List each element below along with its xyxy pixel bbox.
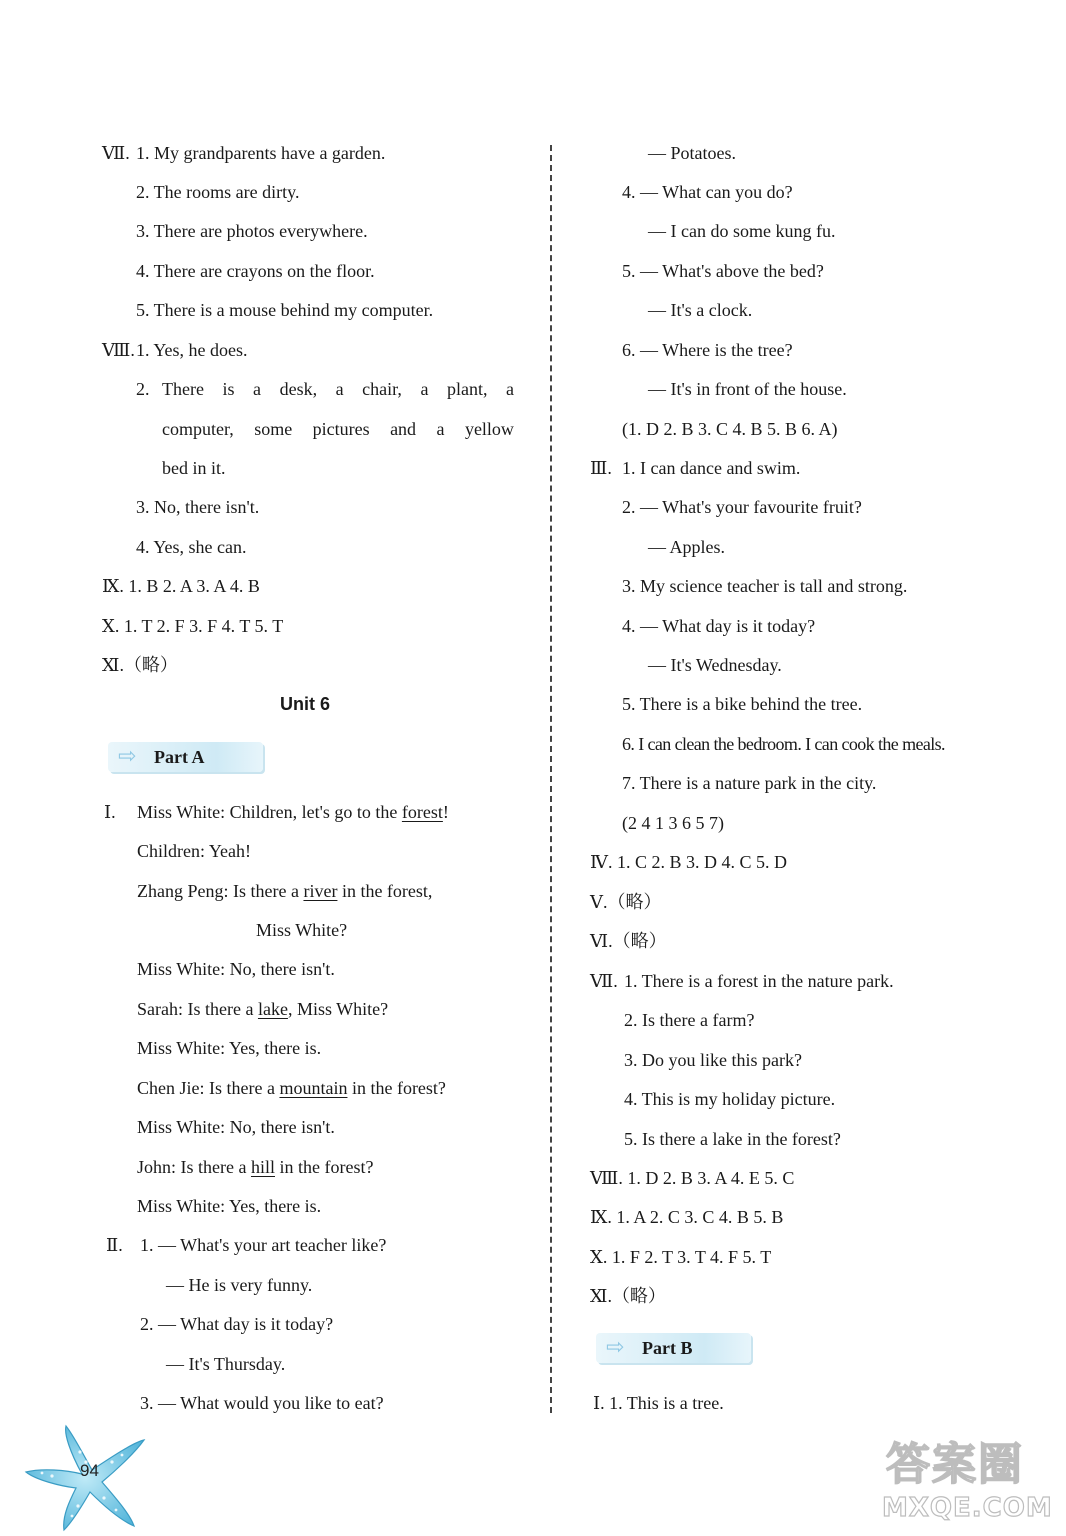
answer-key: (2 4 1 3 6 5 7): [622, 813, 724, 833]
arrow-icon: ⇨: [118, 744, 137, 769]
dialogue-line: Miss White: Yes, there is.: [137, 1196, 322, 1216]
answer-line: 2. The rooms are dirty.: [136, 182, 300, 202]
part-a-banner: [108, 742, 263, 772]
word: yellow: [464, 419, 514, 439]
answer-line: Ⅺ.（略）: [102, 655, 178, 675]
answer-line: 1. Yes, he does.: [136, 340, 248, 360]
watermark-logo: 答案圈: [886, 1439, 1024, 1490]
word: a: [253, 379, 262, 399]
answer-line: 3. My science teacher is tall and strong.: [622, 576, 908, 596]
dialogue-line: Miss White: No, there isn't.: [137, 1117, 335, 1137]
answer-line: Ⅸ. 1. B 2. A 3. A 4. B: [102, 576, 260, 596]
dialogue-line: Sarah: Is there a lake, Miss White?: [137, 999, 389, 1019]
word: is: [222, 379, 235, 399]
underlined-word: lake: [257, 999, 288, 1019]
answer-line: — It's Thursday.: [166, 1354, 286, 1374]
answer-line: 5. There is a bike behind the tree.: [622, 694, 863, 714]
answer-line: Ⅳ. 1. C 2. B 3. D 4. C 5. D: [590, 852, 787, 872]
dialogue-line: Miss White: No, there isn't.: [137, 959, 335, 979]
dialogue-line: Miss White: Yes, there is.: [137, 1038, 322, 1058]
answer-line: 1. — What's your art teacher like?: [140, 1235, 387, 1255]
answer-line: Ⅸ. 1. A 2. C 3. C 4. B 5. B: [590, 1207, 784, 1227]
answer-line: — It's in front of the house.: [648, 379, 847, 399]
dialogue-line: Children: Yeah!: [137, 841, 251, 861]
justified-line: [162, 377, 514, 401]
dialogue-line: John: Is there a hill in the forest?: [137, 1157, 374, 1177]
word: a: [506, 379, 514, 399]
answer-line: 5. — What's above the bed?: [622, 261, 824, 281]
part-label: Part A: [154, 747, 205, 767]
underlined-word: hill: [250, 1157, 275, 1177]
answer-line: 6. I can clean the bedroom. I can cook the meals.: [622, 734, 945, 754]
answer-line: 5. There is a mouse behind my computer.: [136, 300, 434, 320]
underlined-word: forest: [401, 802, 443, 822]
unit-title: Unit 6: [280, 694, 331, 714]
word: There: [162, 379, 204, 399]
underlined-word: river: [303, 881, 338, 901]
answer-line: Ⅴ.（略）: [590, 892, 662, 912]
answer-line: 3. No, there isn't.: [136, 497, 260, 517]
answer-line: Ⅹ. 1. T 2. F 3. F 4. T 5. T: [102, 616, 284, 636]
word: pictures: [312, 419, 370, 439]
watermark: [880, 1440, 1058, 1530]
dialogue-line: Chen Jie: Is there a mountain in the forest?: [137, 1078, 446, 1098]
word: chair,: [362, 379, 402, 399]
answer-line: 7. There is a nature park in the city.: [622, 773, 877, 793]
column-divider: [550, 145, 552, 1413]
answer-line: — It's a clock.: [648, 300, 753, 320]
section-num: Ⅰ.: [104, 802, 116, 822]
answer-line: 4. Yes, she can.: [136, 537, 247, 557]
word: plant,: [446, 379, 488, 399]
answer-line: 1. My grandparents have a garden.: [136, 143, 386, 163]
section-num: Ⅶ.: [102, 143, 130, 163]
answer-line: 3. — What would you like to eat?: [140, 1393, 384, 1413]
answer-line: — It's Wednesday.: [648, 655, 782, 675]
answer-line: Ⅷ. 1. D 2. B 3. A 4. E 5. C: [590, 1168, 795, 1188]
page-number: 94: [80, 1461, 99, 1480]
answer-line: 4. — What day is it today?: [622, 616, 816, 636]
word: a: [420, 379, 429, 399]
part-label: Part B: [642, 1338, 693, 1358]
underlined-word: mountain: [279, 1078, 348, 1098]
answer-line: 3. Do you like this park?: [624, 1050, 802, 1070]
item-num: 2.: [136, 379, 150, 399]
answer-line: 2. — What day is it today?: [140, 1314, 334, 1334]
answer-line: bed in it.: [162, 458, 226, 478]
word: some: [254, 419, 293, 439]
arrow-icon: ⇨: [606, 1335, 625, 1360]
answer-line: Ⅹ. 1. F 2. T 3. T 4. F 5. T: [590, 1247, 772, 1267]
word: a: [335, 379, 344, 399]
part-b-banner: [596, 1333, 751, 1363]
answer-line: — He is very funny.: [166, 1275, 313, 1295]
answer-line: — I can do some kung fu.: [648, 221, 836, 241]
section-num: Ⅱ.: [106, 1235, 123, 1255]
answer-line: — Potatoes.: [648, 143, 736, 163]
answer-line: Ⅺ.（略）: [590, 1286, 666, 1306]
answer-line: 4. This is my holiday picture.: [624, 1089, 836, 1109]
answer-line: Ⅵ.（略）: [590, 931, 667, 951]
section-num: Ⅷ.: [102, 340, 135, 360]
answer-line: 4. — What can you do?: [622, 182, 793, 202]
answer-line: 6. — Where is the tree?: [622, 340, 793, 360]
dialogue-line: Miss White?: [256, 920, 348, 940]
answer-line: Ⅰ. 1. This is a tree.: [593, 1393, 724, 1413]
word: desk,: [279, 379, 318, 399]
section-num: Ⅶ.: [590, 971, 618, 991]
watermark-url: MXQE.COM: [882, 1493, 1053, 1523]
answer-line: 2. Is there a farm?: [624, 1010, 755, 1030]
answer-key: (1. D 2. B 3. C 4. B 5. B 6. A): [622, 419, 838, 439]
answer-line: 1. I can dance and swim.: [622, 458, 801, 478]
word: a: [436, 419, 445, 439]
word: and: [390, 419, 417, 439]
answer-line: 1. There is a forest in the nature park.: [624, 971, 894, 991]
answer-line: — Apples.: [648, 537, 726, 557]
justified-line: [162, 417, 514, 441]
answer-line: 4. There are crayons on the floor.: [136, 261, 375, 281]
answer-line: 5. Is there a lake in the forest?: [624, 1129, 841, 1149]
word: computer,: [162, 419, 234, 439]
dialogue-line: Miss White: Children, let's go to the forest!: [137, 802, 449, 822]
answer-line: 2. — What's your favourite fruit?: [622, 497, 862, 517]
section-num: Ⅲ.: [590, 458, 612, 478]
dialogue-line: Zhang Peng: Is there a river in the forest,: [137, 881, 433, 901]
answer-line: 3. There are photos everywhere.: [136, 221, 368, 241]
